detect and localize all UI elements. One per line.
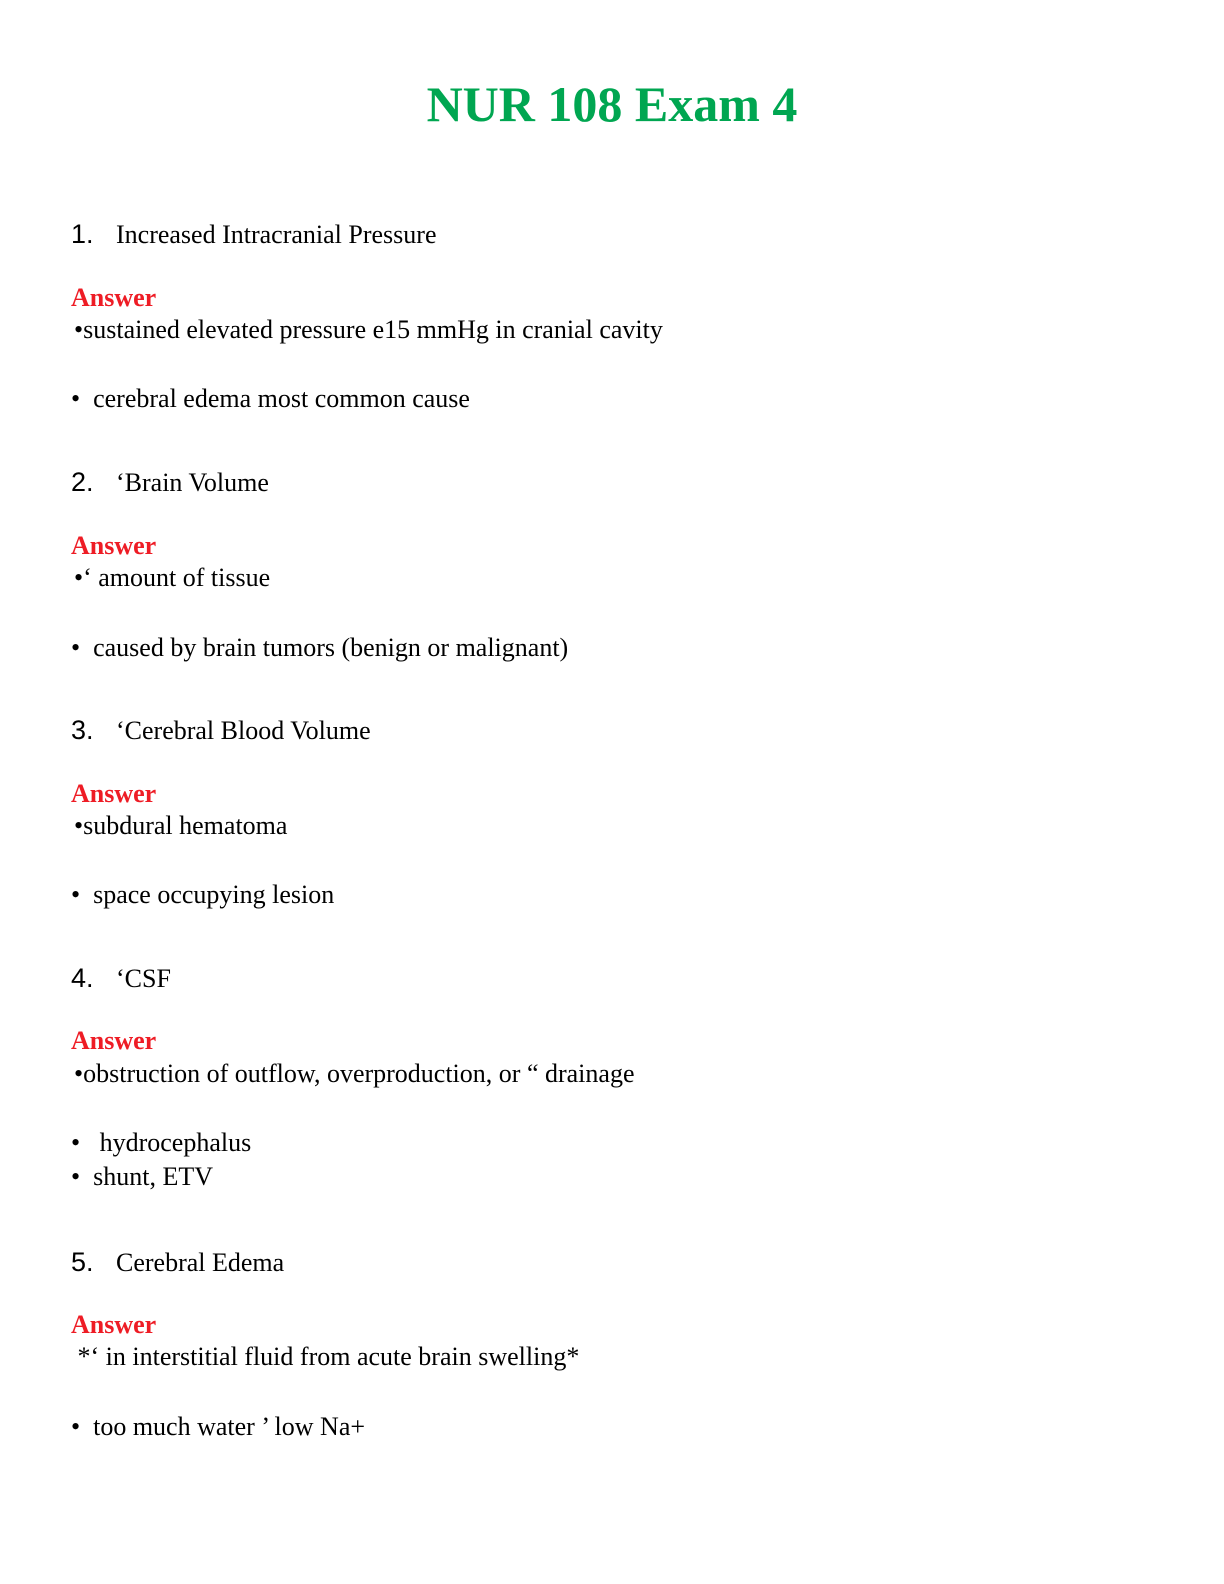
question-text: ‘CSF [116,964,171,993]
answer-line: •sustained elevated pressure e15 mmHg in cranial cavity [74,315,663,344]
answer-label: Answer [71,779,157,808]
question-text: Cerebral Edema [116,1248,285,1277]
answer-label: Answer [71,531,157,560]
question-text: ‘Cerebral Blood Volume [116,716,371,745]
answer-line: • too much water ’ low Na+ [71,1412,366,1441]
answer-line: • space occupying lesion [71,880,335,909]
question-text: Increased Intracranial Pressure [116,220,437,249]
answer-line: • hydrocephalus [71,1128,252,1157]
answer-line: • shunt, ETV [71,1162,213,1191]
answer-line: •obstruction of outflow, overproduction, or “ drainage [74,1059,635,1088]
answer-label: Answer [71,1310,157,1339]
question-text: ‘Brain Volume [116,468,269,497]
answer-line: • caused by brain tumors (benign or malignant) [71,633,569,662]
answer-line: •‘ amount of tissue [74,563,271,592]
question-number: 5. [71,1247,94,1277]
question-number: 1. [71,219,94,249]
answer-label: Answer [71,1026,157,1055]
answer-label: Answer [71,283,157,312]
question-number: 4. [71,963,94,993]
question-number: 3. [71,715,94,745]
answer-line: • cerebral edema most common cause [71,384,470,413]
page-title: NUR 108 Exam 4 [426,76,798,132]
question-number: 2. [71,467,94,497]
answer-line: *‘ in interstitial fluid from acute brain swelling* [71,1342,580,1371]
answer-line: •subdural hematoma [74,811,288,840]
